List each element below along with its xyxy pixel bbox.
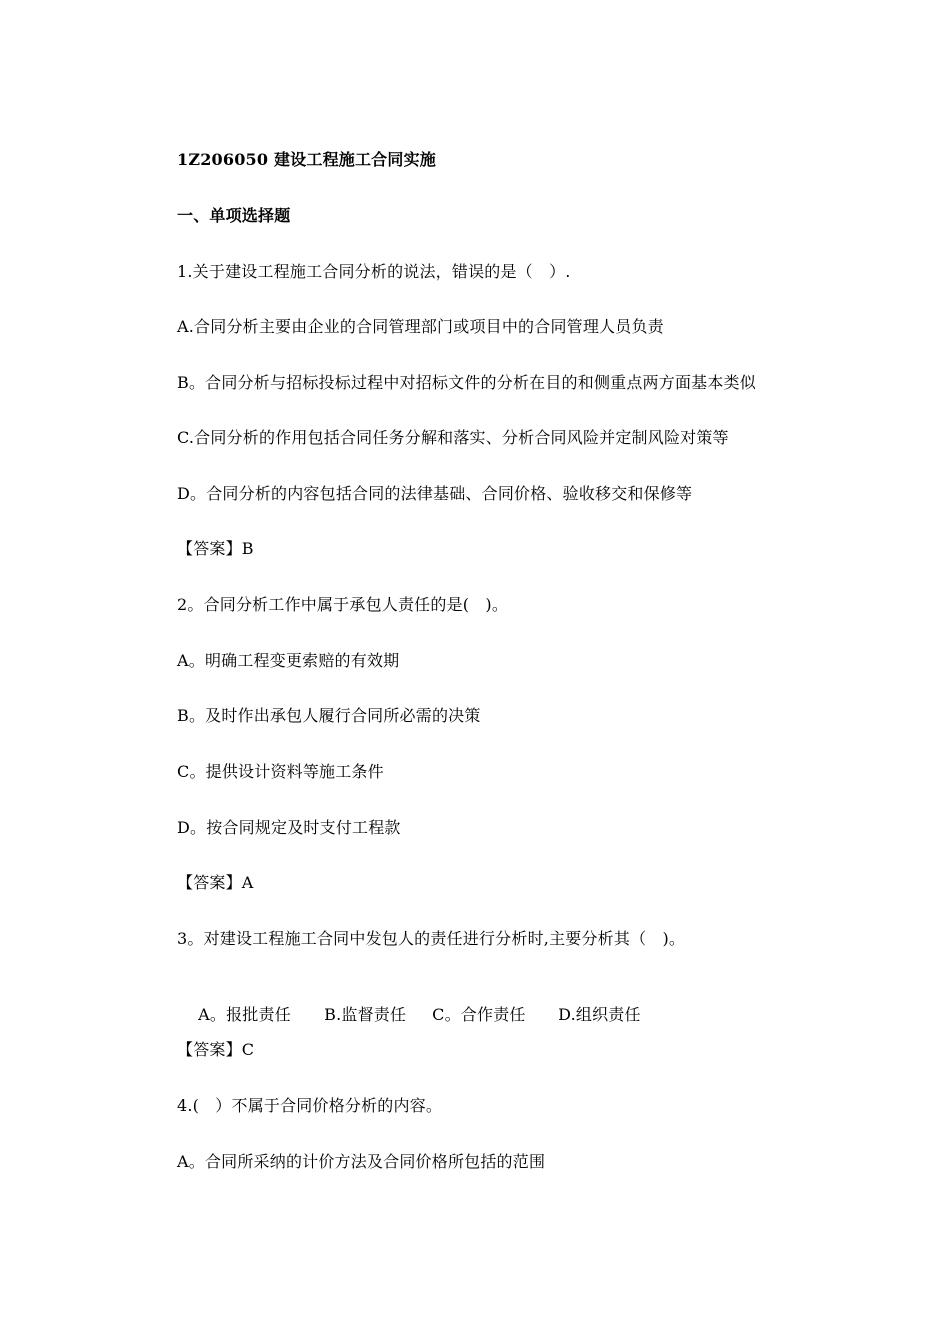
question-3-option-b: B.监督责任	[324, 1005, 407, 1024]
question-2-option-b: B。及时作出承包人履行合同所必需的决策	[177, 706, 481, 725]
question-4-option-a: A。合同所采纳的计价方法及合同价格所包括的范围	[177, 1152, 546, 1171]
question-1-option-a: A.合同分析主要由企业的合同管理部门或项目中的合同管理人员负责	[177, 317, 664, 336]
question-3-answer: 【答案】C	[177, 1040, 255, 1059]
section-title: 1Z206050 建设工程施工合同实施	[177, 150, 436, 169]
question-3-option-d: D.组织责任	[558, 1005, 641, 1024]
question-3-option-a: A。报批责任	[198, 1005, 291, 1024]
question-2-option-c: C。提供设计资料等施工条件	[177, 762, 384, 781]
question-4-stem: 4.( ）不属于合同价格分析的内容。	[177, 1096, 443, 1115]
question-3-option-c: C。合作责任	[432, 1005, 526, 1024]
question-2-option-a: A。明确工程变更索赔的有效期	[177, 651, 400, 670]
question-1-option-b: B。合同分析与招标投标过程中对招标文件的分析在目的和侧重点两方面基本类似	[177, 373, 756, 392]
question-1-answer: 【答案】B	[177, 539, 254, 558]
question-2-stem: 2。合同分析工作中属于承包人责任的是( )。	[177, 595, 509, 614]
question-1-option-d: D。合同分析的内容包括合同的法律基础、合同价格、验收移交和保修等	[177, 484, 693, 503]
question-1-option-c: C.合同分析的作用包括合同任务分解和落实、分析合同风险并定制风险对策等	[177, 428, 729, 447]
part-title: 一、单项选择题	[177, 206, 291, 225]
question-2-answer: 【答案】A	[177, 873, 254, 892]
question-3-stem: 3。对建设工程施工合同中发包人的责任进行分析时,主要分析其（ )。	[177, 929, 686, 948]
question-2-option-d: D。按合同规定及时支付工程款	[177, 818, 401, 837]
question-1-stem: 1.关于建设工程施工合同分析的说法，错误的是（ ）.	[177, 262, 571, 281]
question-3-options-row	[177, 985, 641, 1045]
